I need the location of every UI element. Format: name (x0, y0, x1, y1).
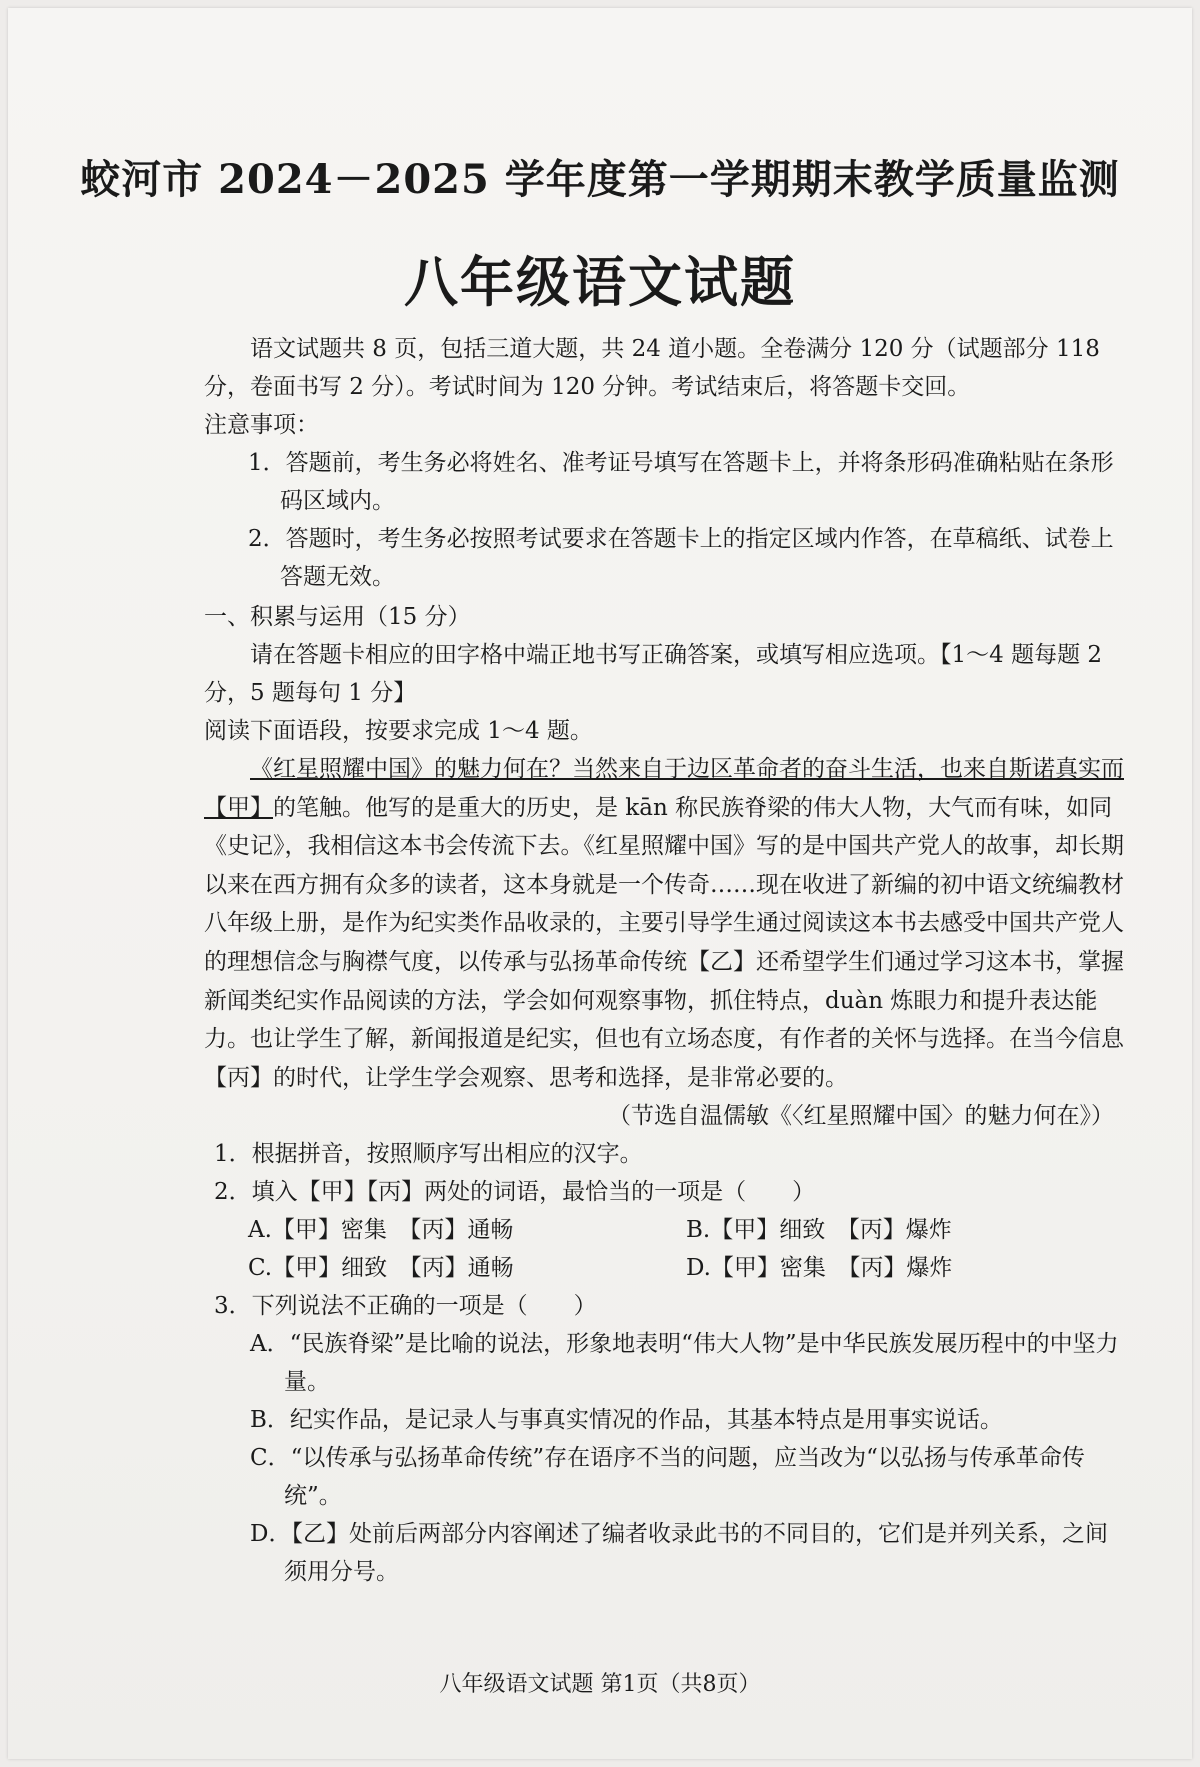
note-item-1: 1．答题前，考生务必将姓名、准考证号填写在答题卡上，并将条形码准确粘贴在条形码区域内。 (248, 450, 1114, 514)
question-3: 3．下列说法不正确的一项是（ ） (214, 1293, 597, 1320)
note-item-2: 2．答题时，考生务必按照考试要求在答题卡上的指定区域内作答，在草稿纸、试卷上答题无效。 (248, 526, 1114, 590)
notes-heading: 注意事项： (204, 412, 319, 438)
q2-option-a: A.【甲】密集 【丙】通畅 (248, 1217, 514, 1244)
q3-option-d: D．【乙】处前后两部分内容阐述了编者收录此书的不同目的，它们是并列关系，之间须用分号。 (250, 1521, 1108, 1586)
passage-rest: 的笔触。他写的是重大的历史，是 kān 称民族脊梁的伟大人物，大气而有味，如同《史记》，我相信这本书会传流下去。《红星照耀中国》写的是中国共产党人的故事，却长期以来在西方拥有众多的读者，这本身就是一个传奇……现在收进了新编的初中语文统编教材八年级上册，是作为纪实类作品收录的，主要引导学生通过阅读这本书去感受中国共产党人的理想信念与胸襟气度，以传承与弘扬革命传统【乙】还希望学生们通过学习这本书，掌握新闻类纪实作品阅读的方法，学会如何观察事物，抓住特点，duàn 炼眼力和提升表达能力。也让学生了解，新闻报道是纪实，但也有立场态度，有作者的关怀与选择。在当今信息【丙】的时代，让学生学会观察、思考和选择，是非常必要的。 (204, 794, 1124, 1091)
q2-option-d: D.【甲】密集 【丙】爆炸 (686, 1255, 953, 1282)
q2-options-row-2 (204, 1249, 1124, 1287)
q2-options-row-1 (204, 1211, 1124, 1249)
read-instruction: 阅读下面语段，按要求完成 1～4 题。 (204, 718, 593, 744)
section-heading: 一、积累与运用（15 分） (204, 604, 471, 630)
q3-option-a: A．“民族脊梁”是比喻的说法，形象地表明“伟大人物”是中华民族发展历程中的中坚力量。 (250, 1331, 1119, 1396)
section-instruction: 请在答题卡相应的田字格中端正地书写正确答案，或填写相应选项。【1～4 题每题 2 分，5 题每句 1 分】 (204, 642, 1103, 706)
passage-underlined: 《红星照耀中国》的魅力何在？当然来自于边区革命者的奋斗生活，也来自斯诺真实而【甲】 (204, 756, 1124, 821)
q2-option-c: C.【甲】细致 【丙】通畅 (248, 1255, 514, 1282)
q3-option-c: C．“以传承与弘扬革命传统”存在语序不当的问题，应当改为“以弘扬与传承革命传统”。 (250, 1445, 1085, 1510)
exam-intro: 语文试题共 8 页，包括三道大题，共 24 道小题。全卷满分 120 分（试题部分 118 分，卷面书写 2 分）。考试时间为 120 分钟。考试结束后，将答题卡交回。 (204, 336, 1100, 400)
passage-source: （节选自温儒敏《〈红星照耀中国〉的魅力何在》） (608, 1103, 1114, 1130)
exam-header: 蛟河市 2024－2025 学年度第一学期期末教学质量监测 (80, 156, 1120, 203)
q2-option-b: B.【甲】细致 【丙】爆炸 (686, 1217, 952, 1244)
exam-content (204, 330, 1124, 1591)
exam-title: 八年级语文试题 (404, 250, 796, 314)
q3-option-b: B．纪实作品，是记录人与事真实情况的作品，其基本特点是用事实说话。 (250, 1407, 1003, 1434)
reading-passage (204, 750, 1124, 1097)
question-1: 1．根据拼音，按照顺序写出相应的汉字。 (214, 1141, 643, 1168)
page-footer: 八年级语文试题 第1页（共8页） (439, 1672, 761, 1697)
question-2: 2．填入【甲】【丙】两处的词语，最恰当的一项是（ ） (214, 1179, 816, 1206)
